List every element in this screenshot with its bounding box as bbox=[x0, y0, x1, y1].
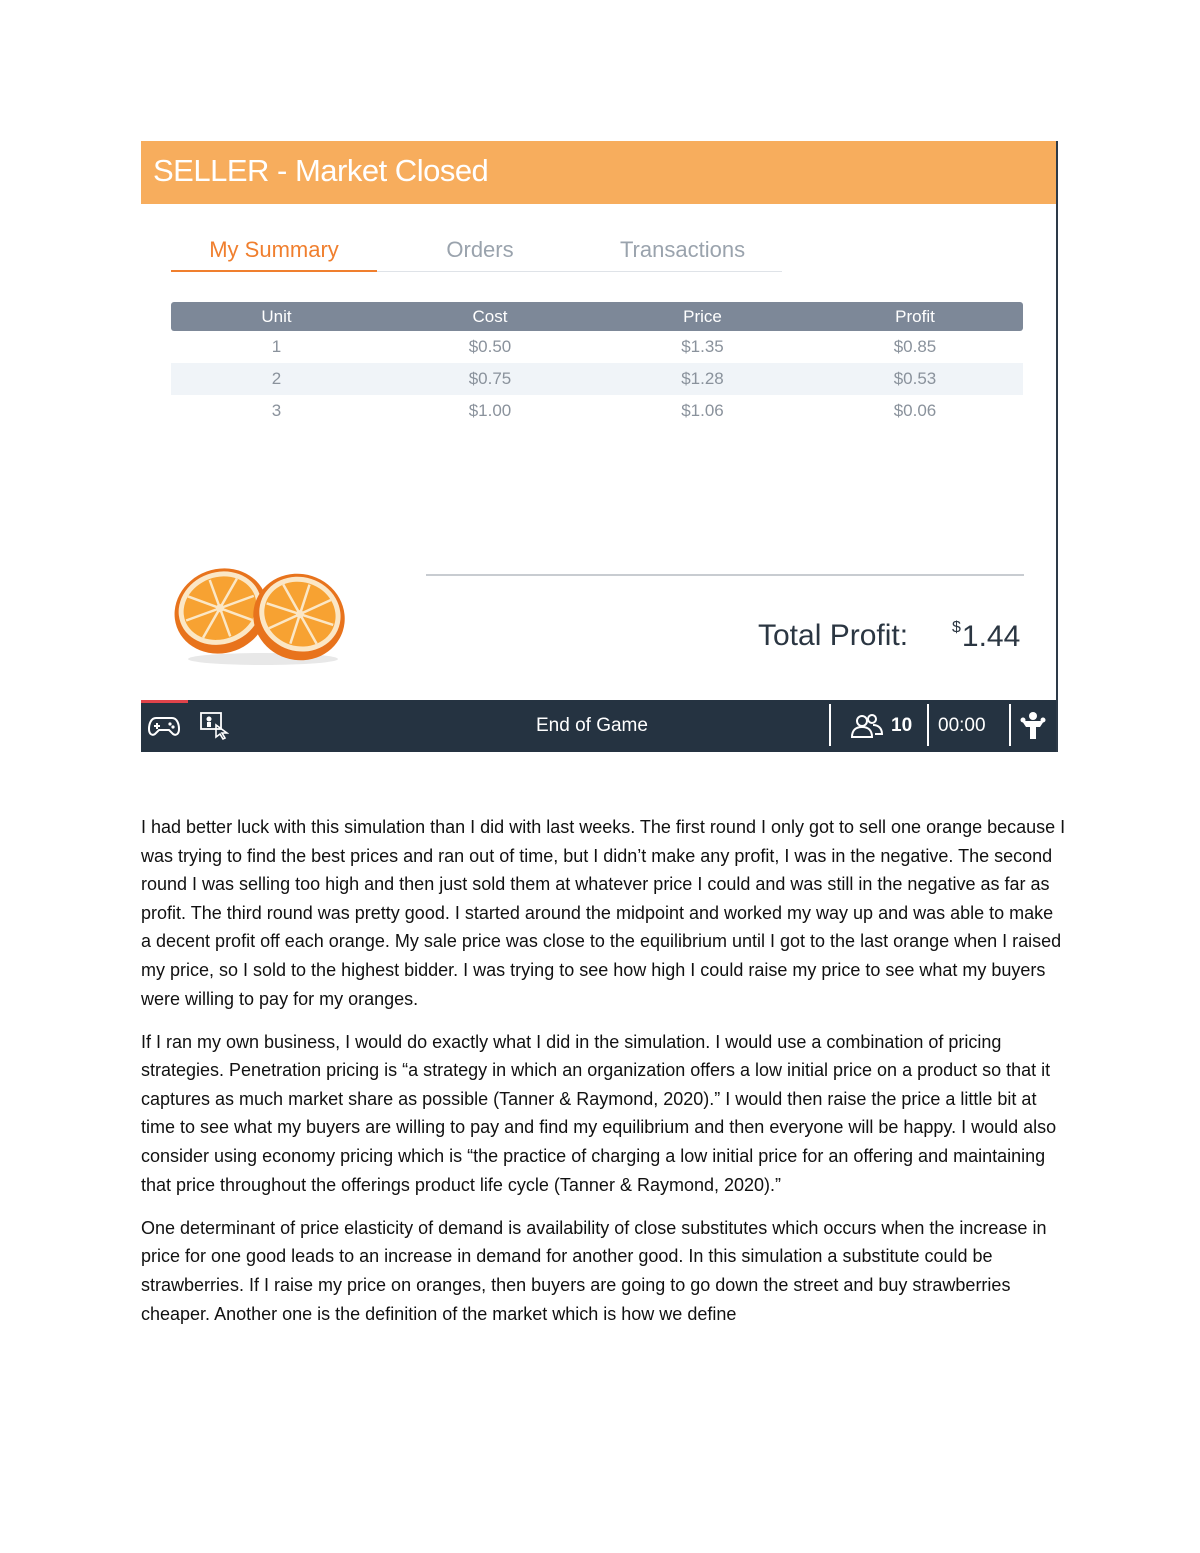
cell-unit: 3 bbox=[271, 401, 282, 420]
panel-header bbox=[141, 141, 1056, 204]
cell-price: $1.28 bbox=[681, 369, 724, 388]
header-price: Price bbox=[683, 307, 722, 326]
essay-body bbox=[141, 813, 1066, 1343]
gamepad-icon[interactable] bbox=[148, 714, 180, 738]
header-title: SELLER - Market Closed bbox=[153, 153, 489, 188]
cell-profit: $0.53 bbox=[893, 369, 937, 388]
tab-transactions[interactable]: Transactions bbox=[619, 237, 746, 262]
player-count: 10 bbox=[891, 715, 913, 736]
footer-separator bbox=[927, 704, 929, 746]
table-row bbox=[171, 395, 1023, 427]
total-profit-label: Total Profit: bbox=[758, 619, 909, 652]
essay-paragraph: One determinant of price elasticity of demand is availability of close substitutes which occurs when the increase in price for one good leads to an increase in demand for another good. In this simulation a substitute could be strawberries. If I raise my price on oranges, then buyers are going to go down the street and buy strawberries cheaper. Another one is the definition of the market which is how we define bbox=[141, 1217, 1047, 1324]
currency-symbol: $ bbox=[952, 619, 961, 636]
essay-paragraph: I had better luck with this simulation than I did with last weeks. The first round I only got to sell one orange because I was trying to find the best prices and ran out of time, but I didn’t make any profit, I was in the negative. The second round I was selling too high and then just sold them at whatever price I could and was still in the negative as far as profit. The third round was pretty good. I started around the midpoint and worked my way up and was able to make a decent profit off each orange. My sale price was close to the equilibrium until I got to the last orange when I raised my price, so I sold to the highest bidder. I was trying to see how high I could raise my price to see what my buyers were willing to pay for my oranges. bbox=[141, 817, 1066, 1009]
footer-bar bbox=[141, 700, 1056, 752]
market-screenshot bbox=[141, 141, 1058, 752]
cell-price: $1.35 bbox=[681, 337, 724, 356]
presentation-icon[interactable] bbox=[199, 711, 229, 741]
table-row bbox=[171, 331, 1023, 363]
summary-divider bbox=[426, 574, 1024, 576]
progress-accent bbox=[141, 700, 188, 703]
tab-bar bbox=[171, 235, 782, 272]
footer-separator bbox=[829, 704, 831, 746]
footer-separator bbox=[1009, 704, 1011, 746]
timer: 00:00 bbox=[938, 715, 986, 736]
header-profit: Profit bbox=[895, 307, 935, 326]
essay-paragraph: If I ran my own business, I would do exactly what I did in the simulation. I would use a combination of pricing strategies. Penetration pricing is “a strategy in which an organization offers a low initial price on a product so that it captures as much market share as possible (Tanner & Raymond, 2020).” I would then raise the price a little bit at time to see what my buyers are willing to pay and find my equilibrium and then everyone will be happy. I would also consider using economy pricing which is “the practice of charging a low initial price for an offering and maintaining that price throughout the offerings product life cycle (Tanner & Raymond, 2020).” bbox=[141, 1031, 1057, 1195]
players-icon bbox=[850, 713, 884, 739]
cell-cost: $0.75 bbox=[468, 369, 512, 388]
team-logo-icon[interactable] bbox=[1018, 711, 1048, 741]
cell-cost: $0.50 bbox=[468, 337, 512, 356]
cell-unit: 2 bbox=[271, 369, 282, 388]
cell-profit: $0.85 bbox=[893, 337, 937, 356]
cell-unit: 1 bbox=[271, 337, 282, 356]
total-profit-value bbox=[952, 619, 1020, 654]
table-header bbox=[171, 302, 1023, 331]
cell-price: $1.06 bbox=[681, 401, 724, 420]
table-row bbox=[171, 363, 1023, 395]
orange-halves-icon bbox=[171, 559, 356, 669]
header-cost: Cost bbox=[472, 307, 508, 326]
game-status: End of Game bbox=[536, 715, 648, 736]
summary-table bbox=[171, 302, 1023, 427]
tab-my-summary[interactable]: My Summary bbox=[171, 235, 377, 272]
cell-cost: $1.00 bbox=[468, 401, 512, 420]
tab-orders[interactable]: Orders bbox=[446, 237, 514, 262]
cell-profit: $0.06 bbox=[893, 401, 937, 420]
total-profit-amount: 1.44 bbox=[961, 620, 1021, 653]
header-unit: Unit bbox=[261, 307, 292, 326]
